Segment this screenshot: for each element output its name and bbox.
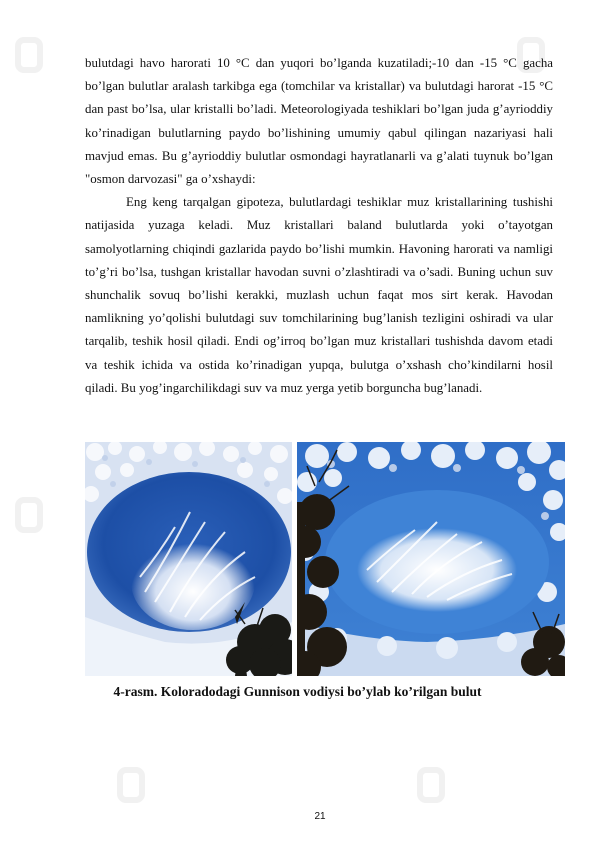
- paragraph-1: bulutdagi havo harorati 10 °C dan yuqori bo’lganda kuzatiladi;-10 dan -15 °C gacha bo’lgan bulutlar aralash tarkibga ega (tomchilar va kristallar) va bulutdagi harorat -15 °C dan past bo’lsa, ular kristalli bo’ladi. Meteorologiyada teshiklari bo’lgan juda g’ayrioddiy ko’rinadigan bulutlarning paydo bo’lishining umumiy qabul qilingan nazariyasi hali mavjud emas. Bu g’ayrioddiy bulutlar osmondagi hayratlanarli va g’alati tuynuk bo’lgan "osmon darvozasi" ga o’xshaydi:: [85, 56, 553, 187]
- body-text: [85, 52, 553, 400]
- figure-caption: 4-rasm. Koloradodagi Gunnison vodiysi bo’ylab ko’rilgan bulut: [113, 684, 482, 699]
- page-number: 21: [314, 811, 326, 822]
- hole-punch-cloud-photo-right: [297, 442, 565, 676]
- figure-cloud-photos: [85, 442, 565, 676]
- paragraph-2: Eng keng tarqalgan gipoteza, bulutlardagi teshiklar muz kristallarining tushishi natijasida yuzaga keladi. Muz kristallari baland bulutlarda yoki o’tayotgan samolyotlarning chiqindi gazlarida paydo bo’lishi mumkin. Havoning harorati va namligi to’g’ri bo’lsa, tushgan kristallar havodan suvni o’zlashtiradi va o’sadi. Buning uchun suv shunchalik sovuq bo’lishi kerakki, muzlash uchun faqat mos sirt kerak. Havodan namlikning yo’qolishi bulutdagi suv tomchilarining bug’lanish tezligini oshiradi va ular tarqalib, teshik hosil qiladi. Endi og’irroq bo’lgan muz kristallari tushishda davom etadi va teshik ichida va ostida ko’rinadigan yupqa, bulutga o’xshash cho’kindilarni hosil qiladi. Bu yog’ingarchilikdagi suv va muz yerga yetib borguncha bug’lanadi.: [85, 195, 553, 395]
- hole-punch-cloud-photo-left: [85, 442, 292, 676]
